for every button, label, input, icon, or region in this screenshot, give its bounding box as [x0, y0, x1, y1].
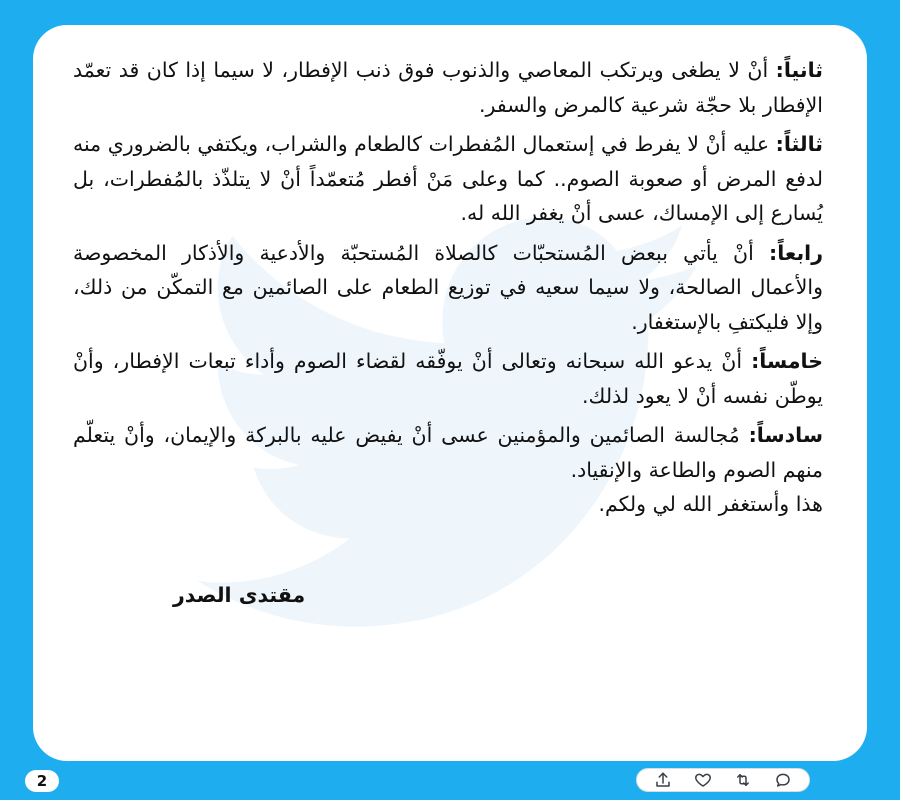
paragraph-sixth [73, 418, 823, 487]
paragraph-text: أنْ لا يطغى ويرتكب المعاصي والذنوب فوق ذنب الإفطار، لا سيما إذا كان قد تعمّد الإفطار بلا حجّة شرعية كالمرض والسفر. [73, 58, 823, 117]
reply-button[interactable] [772, 769, 794, 791]
paragraph-text: أنْ يدعو الله سبحانه وتعالى أنْ يوفّقه لقضاء الصوم وأداء تبعات الإفطار، وأنْ يوطّن نفسه أنْ لا يعود لذلك. [73, 349, 823, 408]
signature: مقتدى الصدر [173, 583, 306, 607]
page-number-badge: 2 [25, 770, 59, 792]
post-card [33, 25, 867, 761]
paragraph-lead: رابعاً: [769, 240, 823, 265]
retweet-icon [734, 771, 752, 789]
paragraph-second [73, 53, 823, 122]
paragraph-lead: سادساً: [748, 423, 823, 447]
share-button[interactable] [652, 769, 674, 791]
reply-icon [774, 771, 792, 789]
paragraph-lead: ثانياً: [775, 58, 823, 82]
paragraph-fourth [73, 236, 823, 340]
paragraph-text: مُجالسة الصائمين والمؤمنين عسى أنْ يفيض عليه بالبركة والإيمان، وأنْ يتعلّم منهم الصوم والطاعة والإنقياد. [73, 423, 823, 482]
paragraph-text: عليه أنْ لا يفرط في إستعمال المُفطرات كالطعام والشراب، ويكتفي بالضروري منه لدفع المرض أو صعوبة الصوم.. كما وعلى مَنْ أفطر مُتعمّداً أنْ لا يتلذّذ بالمُفطرات، بل يُسارع إلى الإمساك، عسى أنْ يغفر الله له. [73, 132, 823, 225]
like-button[interactable] [692, 769, 714, 791]
paragraph-third [73, 127, 823, 231]
paragraph-lead: ثالثاً: [775, 132, 823, 156]
paragraph-fifth [73, 344, 823, 413]
closing-line: هذا وأستغفر الله لي ولكم. [598, 492, 823, 516]
paragraph-text: أنْ يأتي ببعض المُستحبّات كالصلاة المُستحبّة والأدعية والأذكار المخصوصة والأعمال الصالحة، ولا سيما سعيه في توزيع الطعام على الصائمين مع التمكّن من ذلك، وإلا فليكتفِ بالإستغفار. [73, 240, 823, 334]
post-body [73, 53, 823, 522]
share-icon [654, 771, 672, 789]
heart-icon [694, 771, 712, 789]
paragraph-lead: خامساً: [751, 349, 823, 373]
retweet-button[interactable] [732, 769, 754, 791]
tweet-actions-bar [636, 768, 810, 792]
